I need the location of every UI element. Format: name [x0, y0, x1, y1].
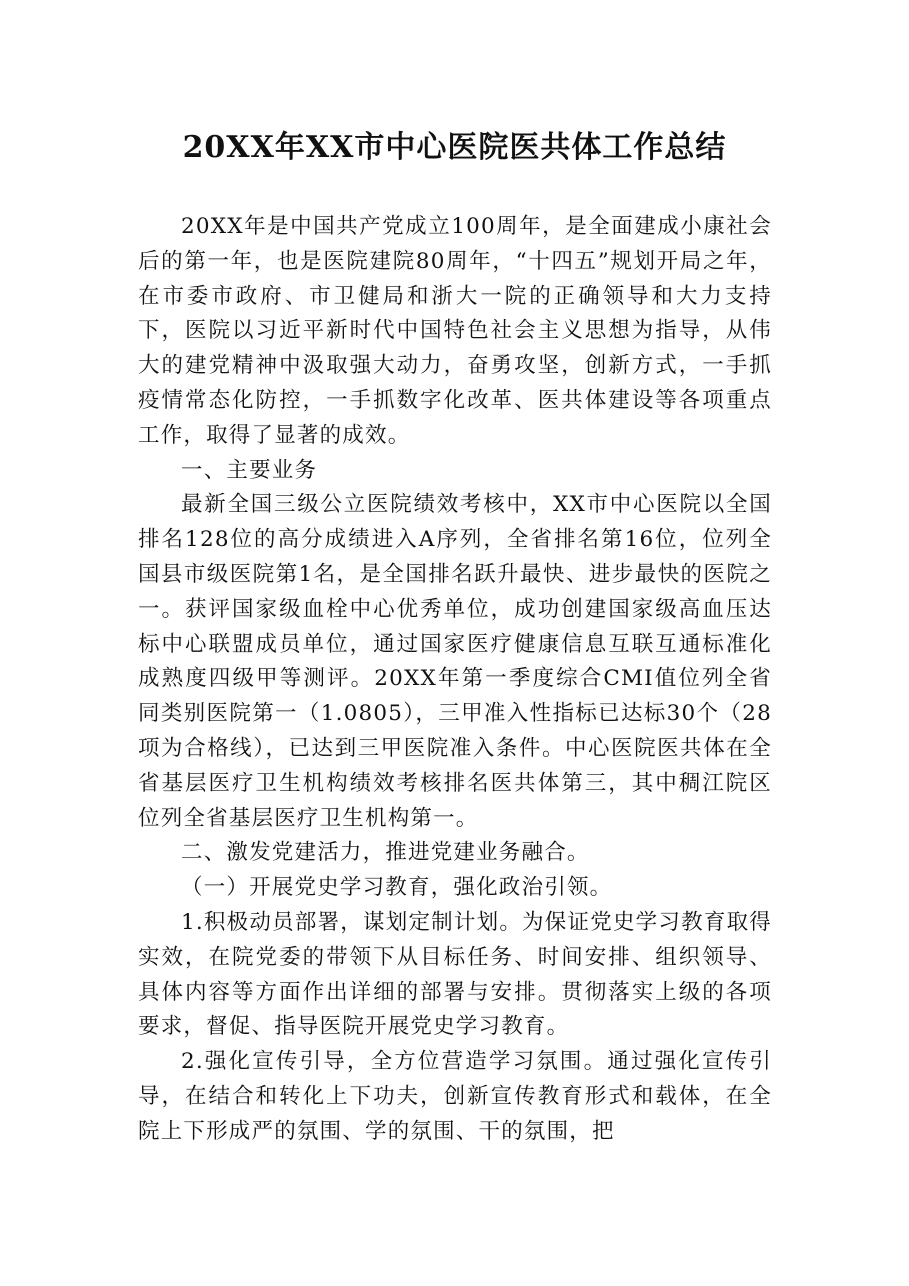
section-heading-party-building: 二、激发党建活力，推进党建业务融合。 [181, 840, 590, 866]
page-title: 20XX年XX市中心医院医共体工作总结 [182, 130, 727, 165]
document-body [138, 210, 772, 1150]
subsection-heading-party-history: （一）开展党史学习教育，强化政治引领。 [181, 875, 613, 901]
section-heading-main-business: 一、主要业务 [181, 457, 318, 483]
paragraph-item-2: 2.强化宣传引导，全方位营造学习氛围。通过强化宣传引导，在结合和转化上下功夫，创新宣传教育形式和载体，在全院上下形成严的氛围、学的氛围、干的氛围，把 [138, 1049, 772, 1144]
paragraph-intro: 20XX年是中国共产党成立100周年，是全面建成小康社会后的第一年，也是医院建院80周年，“十四五”规划开局之年，在市委市政府、市卫健局和浙大一院的正确领导和大力支持下，医院以习近平新时代中国特色社会主义思想为指导，从伟大的建党精神中汲取强大动力，奋勇攻坚，创新方式，一手抓疫情常态化防控，一手抓数字化改革、医共体建设等各项重点工作，取得了显著的成效。 [138, 214, 772, 448]
paragraph-main-business: 最新全国三级公立医院绩效考核中，XX市中心医院以全国排名128位的高分成绩进入A序列，全省排名第16位，位列全国县市级医院第1名，是全国排名跃升最快、进步最快的医院之一。获评国家级血栓中心优秀单位，成功创建国家级高血压达标中心联盟成员单位，通过国家医疗健康信息互联互通标准化成熟度四级甲等测评。20XX年第一季度综合CMI值位列全省同类别医院第一（1.0805），三甲准入性指标已达标30个（28项为合格线），已达到三甲医院准入条件。中心医院医共体在全省基层医疗卫生机构绩效考核排名医共体第三，其中稠江院区位列全省基层医疗卫生机构第一。 [138, 492, 772, 831]
paragraph-item-1: 1.积极动员部署，谋划定制计划。为保证党史学习教育取得实效，在院党委的带领下从目标任务、时间安排、组织领导、具体内容等方面作出详细的部署与安排。贯彻落实上级的各项要求，督促、指导医院开展党史学习教育。 [138, 909, 772, 1040]
